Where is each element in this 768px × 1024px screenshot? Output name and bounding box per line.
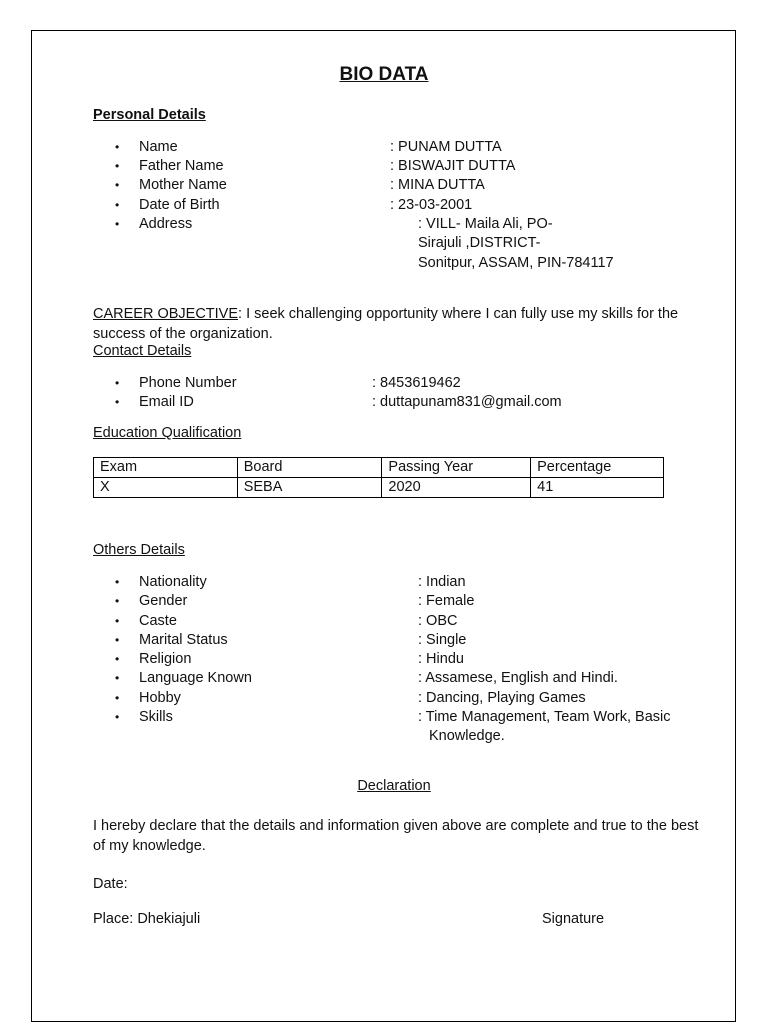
page-border	[31, 30, 736, 1022]
mother-name-label: Mother Name	[139, 177, 227, 193]
hobby-value: : Dancing, Playing Games	[418, 690, 586, 706]
table-row	[94, 478, 664, 498]
place-label: Place: Dhekiajuli	[93, 911, 201, 927]
career-objective	[93, 305, 703, 344]
language-value: : Assamese, English and Hindi.	[418, 670, 618, 686]
skills-label: Skills	[139, 709, 173, 725]
bullet-icon: •	[115, 691, 120, 705]
religion-label: Religion	[139, 651, 192, 667]
email-value: : duttapunam831@gmail.com	[372, 394, 562, 410]
gender-value: : Female	[418, 593, 475, 609]
gender-label: Gender	[139, 593, 188, 609]
date-label: Date:	[93, 876, 128, 892]
phone-label: Phone Number	[139, 375, 237, 391]
email-label: Email ID	[139, 394, 194, 410]
caste-label: Caste	[139, 613, 177, 629]
contact-details-heading: Contact Details	[93, 343, 192, 359]
career-objective-label: CAREER OBJECTIVE	[93, 306, 239, 322]
dob-label: Date of Birth	[139, 197, 220, 213]
bullet-icon: •	[115, 178, 120, 192]
bullet-icon: •	[115, 395, 120, 409]
dob-value: : 23-03-2001	[390, 197, 473, 213]
skills-line-2: Knowledge.	[429, 728, 505, 744]
personal-details-heading: Personal Details	[93, 107, 206, 123]
bullet-icon: •	[115, 376, 120, 390]
bullet-icon: •	[115, 159, 120, 173]
column-header: Passing Year	[382, 458, 531, 478]
address-label: Address	[139, 216, 193, 232]
name-label: Name	[139, 139, 178, 155]
table-cell: X	[94, 478, 238, 498]
bullet-icon: •	[115, 614, 120, 628]
hobby-label: Hobby	[139, 690, 181, 706]
signature-label: Signature	[542, 911, 605, 927]
father-name-label: Father Name	[139, 158, 224, 174]
phone-value: : 8453619462	[372, 375, 461, 391]
bullet-icon: •	[115, 217, 120, 231]
bullet-icon: •	[115, 594, 120, 608]
declaration-heading-text: Declaration	[357, 778, 431, 794]
table-cell: SEBA	[237, 478, 382, 498]
column-header: Percentage	[531, 458, 664, 478]
career-objective-text: : I seek challenging opportunity where I can fully use my skills for the success of the organization.	[93, 306, 679, 342]
table-header-row	[94, 458, 664, 478]
bullet-icon: •	[115, 575, 120, 589]
name-value: : PUNAM DUTTA	[390, 139, 502, 155]
bullet-icon: •	[115, 652, 120, 666]
father-name-value: : BISWAJIT DUTTA	[390, 158, 516, 174]
bullet-icon: •	[115, 710, 120, 724]
nationality-label: Nationality	[139, 574, 207, 590]
bullet-icon: •	[115, 198, 120, 212]
education-heading: Education Qualification	[93, 425, 242, 441]
table-cell: 41	[531, 478, 664, 498]
address-line-2: Sirajuli ,DISTRICT-	[418, 235, 541, 251]
column-header: Exam	[94, 458, 238, 478]
bullet-icon: •	[115, 671, 120, 685]
address-value: : VILL- Maila Ali, PO-	[418, 216, 553, 232]
declaration-text: I hereby declare that the details and information given above are complete and true to the best of my knowledge.	[93, 818, 699, 854]
declaration-heading	[0, 778, 768, 794]
marital-status-value: : Single	[418, 632, 467, 648]
marital-status-label: Marital Status	[139, 632, 228, 648]
language-label: Language Known	[139, 670, 252, 686]
others-details-heading: Others Details	[93, 542, 185, 558]
document-title: BIO DATA	[339, 64, 429, 85]
address-line-3: Sonitpur, ASSAM, PIN-784117	[418, 255, 614, 271]
nationality-value: : Indian	[418, 574, 466, 590]
bullet-icon: •	[115, 140, 120, 154]
skills-value: : Time Management, Team Work, Basic	[418, 709, 671, 725]
caste-value: : OBC	[418, 613, 458, 629]
column-header: Board	[237, 458, 382, 478]
table-cell: 2020	[382, 478, 531, 498]
education-table	[93, 457, 664, 498]
mother-name-value: : MINA DUTTA	[390, 177, 485, 193]
religion-value: : Hindu	[418, 651, 464, 667]
bullet-icon: •	[115, 633, 120, 647]
